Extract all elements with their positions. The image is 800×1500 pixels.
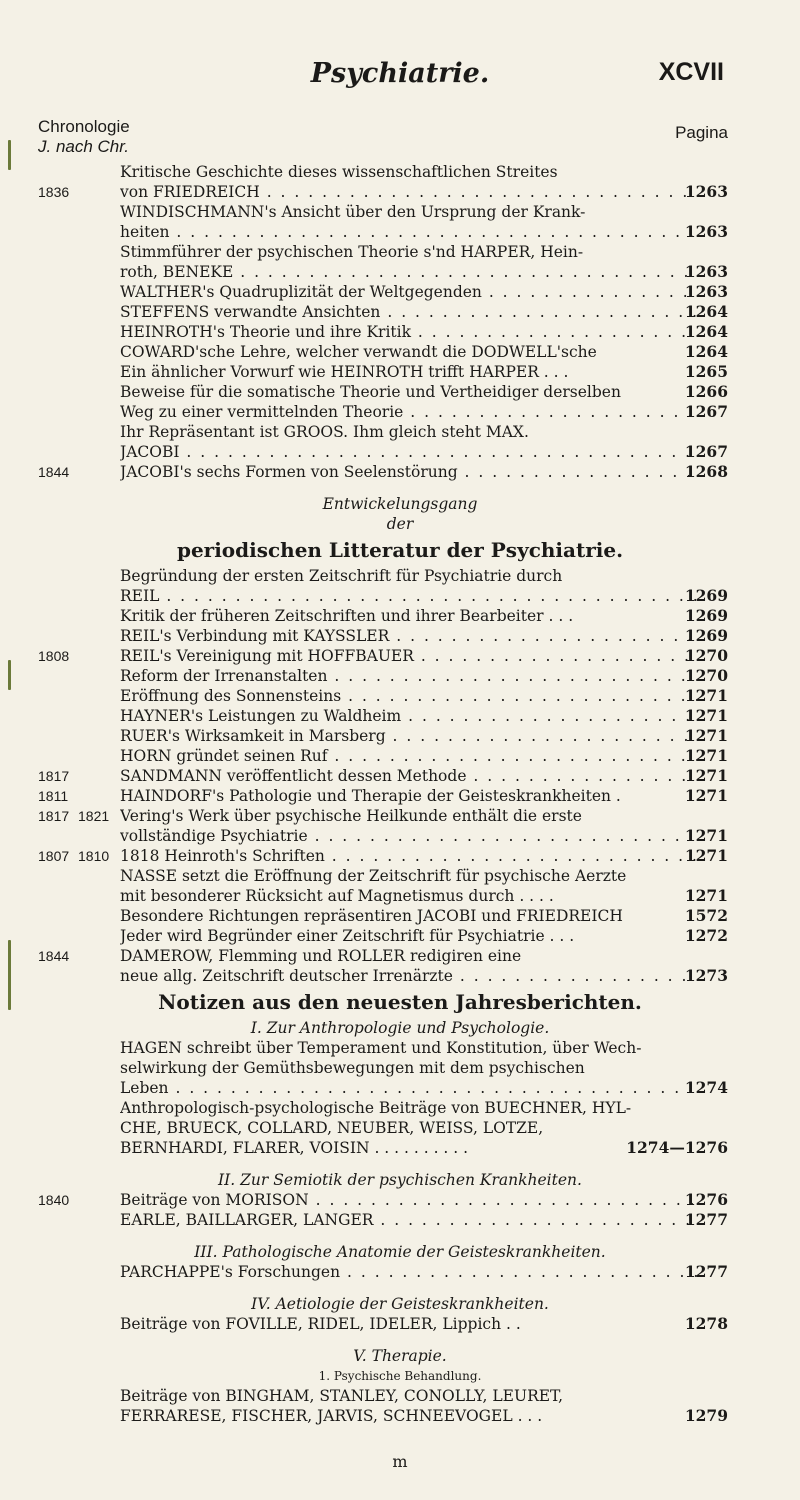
- page-ref: 1278: [684, 1314, 728, 1333]
- page-ref: 1270: [684, 666, 728, 685]
- subsection-heading-1-row: [0, 1018, 800, 1038]
- entry-text: Kritische Geschichte dieses wissenschaftlichen Streites: [120, 163, 558, 181]
- toc-row: [0, 282, 800, 302]
- entry-text: PARCHAPPE's Forschungen . . .: [120, 1262, 700, 1282]
- toc-row: [0, 182, 800, 202]
- year-1: 1808: [38, 648, 70, 664]
- spacer: [0, 482, 800, 494]
- entry-text: CHE, BRUECK, COLLARD, NEUBER, WEISS, LOTZE,: [120, 1119, 544, 1137]
- toc-row: [0, 1058, 800, 1078]
- entry-text: Anthropologisch-psychologische Beiträge von BUECHNER, HYL-: [120, 1099, 632, 1117]
- year-1: 1840: [38, 1192, 70, 1208]
- chronology-label: Chronologie: [38, 117, 130, 136]
- entry-text: REIL . . .: [120, 586, 700, 606]
- section-heading-title: periodischen Litteratur der Psychiatrie.: [176, 538, 624, 562]
- page-ref: 1274—1276: [626, 1138, 728, 1157]
- page-ref: 1279: [684, 1406, 728, 1425]
- section-heading-line1: Entwickelungsgang: [322, 495, 478, 513]
- page-ref: 1270: [684, 646, 728, 665]
- page-ref: 1277: [684, 1210, 728, 1229]
- page-number-roman: XCVII: [658, 58, 724, 86]
- entry-text: neue allg. Zeitschrift deutscher Irrenärzte . . .: [120, 966, 700, 986]
- toc-row: [0, 806, 800, 826]
- page-ref: 1274: [684, 1078, 728, 1097]
- page-ref: 1267: [684, 402, 728, 421]
- toc-row: [0, 1406, 800, 1426]
- toc-row: [0, 746, 800, 766]
- toc-row: [0, 886, 800, 906]
- toc-row: [0, 162, 800, 182]
- notes-heading-row: [0, 986, 800, 1018]
- toc-row: [0, 866, 800, 886]
- year-1: 1844: [38, 464, 70, 480]
- entry-text: Begründung der ersten Zeitschrift für Psychiatrie durch: [120, 567, 563, 585]
- entry-text: Jeder wird Begründer einer Zeitschrift für Psychiatrie . . .: [120, 927, 575, 945]
- page-ref: 1271: [684, 846, 728, 865]
- subsection-heading-4: IV. Aetiologie der Geisteskrankheiten.: [251, 1295, 549, 1313]
- page-ref: 1271: [684, 886, 728, 905]
- section-heading-line1-row: [0, 494, 800, 514]
- toc-row: [0, 906, 800, 926]
- toc-row: [0, 726, 800, 746]
- entry-text: Beiträge von FOVILLE, RIDEL, IDELER, Lippich . .: [120, 1315, 521, 1333]
- entry-text: Leben . . .: [120, 1078, 700, 1098]
- entry-text: Ein ähnlicher Vorwurf wie HEINROTH trifft HARPER . . .: [120, 363, 569, 381]
- page-ref: 1271: [684, 826, 728, 845]
- toc-row: [0, 202, 800, 222]
- toc-row: [0, 262, 800, 282]
- year-2: 1810: [78, 848, 110, 864]
- entry-text: WALTHER's Quadruplizität der Weltgegenden . . .: [120, 282, 700, 302]
- year-1: 1836: [38, 184, 70, 200]
- page-ref: 1263: [684, 222, 728, 241]
- entry-text: Kritik der früheren Zeitschriften und ihrer Bearbeiter . . .: [120, 607, 574, 625]
- toc-row: [0, 846, 800, 866]
- entry-text: JACOBI's sechs Formen von Seelenstörung . . .: [120, 462, 700, 482]
- toc-row: [0, 1190, 800, 1210]
- toc-row: [0, 462, 800, 482]
- toc-row: [0, 586, 800, 606]
- notes-heading: Notizen aus den neuesten Jahresberichten.: [158, 990, 642, 1014]
- toc-row: [0, 422, 800, 442]
- toc-row: [0, 786, 800, 806]
- page-ref: 1263: [684, 282, 728, 301]
- entry-text: Vering's Werk über psychische Heilkunde enthält die erste: [120, 807, 582, 825]
- toc-row: [0, 566, 800, 586]
- toc-row: [0, 1314, 800, 1334]
- year-2: 1821: [78, 808, 110, 824]
- toc-row: [0, 402, 800, 422]
- entry-text: HAINDORF's Pathologie und Therapie der Geisteskrankheiten .: [120, 787, 621, 805]
- year-1: 1844: [38, 948, 70, 964]
- chronology-sublabel: J. nach Chr.: [38, 137, 130, 156]
- entry-text: SANDMANN veröffentlicht dessen Methode . . .: [120, 766, 700, 786]
- toc-row: [0, 626, 800, 646]
- spacer: [0, 1282, 800, 1294]
- page-ref: 1572: [684, 906, 728, 925]
- entry-text: Eröffnung des Sonnensteins . . .: [120, 686, 700, 706]
- page-ref: 1269: [684, 606, 728, 625]
- entry-text: mit besonderer Rücksicht auf Magnetismus durch . . . .: [120, 887, 554, 905]
- pagina-header: Pagina: [675, 123, 728, 142]
- entry-text: HAGEN schreibt über Temperament und Konstitution, über Wech-: [120, 1039, 642, 1057]
- entry-text: 1818 Heinroth's Schriften . . .: [120, 846, 700, 866]
- toc-row: [0, 222, 800, 242]
- signature-mark: m: [392, 1452, 408, 1471]
- subsection-heading-4-row: [0, 1294, 800, 1314]
- page-title: Psychiatrie.: [310, 58, 490, 89]
- entry-text: WINDISCHMANN's Ansicht über den Ursprung der Krank-: [120, 203, 586, 221]
- entry-text: Stimmführer der psychischen Theorie s'nd HARPER, Hein-: [120, 243, 584, 261]
- page-ref: 1273: [684, 966, 728, 985]
- page-ref: 1271: [684, 726, 728, 745]
- toc-row: [0, 706, 800, 726]
- toc-row: [0, 926, 800, 946]
- page-ref: 1267: [684, 442, 728, 461]
- page-ref: 1272: [684, 926, 728, 945]
- entry-text: NASSE setzt die Eröffnung der Zeitschrift für psychische Aerzte: [120, 867, 627, 885]
- entry-text: JACOBI . . .: [120, 442, 700, 462]
- toc-row: [0, 666, 800, 686]
- toc-row: [0, 322, 800, 342]
- entry-text: heiten . . .: [120, 222, 700, 242]
- toc-row: [0, 342, 800, 362]
- entry-text: RUER's Wirksamkeit in Marsberg . . .: [120, 726, 700, 746]
- page-ref: 1271: [684, 686, 728, 705]
- entry-text: REIL's Vereinigung mit HOFFBAUER . . .: [120, 646, 700, 666]
- year-1: 1817: [38, 808, 70, 824]
- spacer: [0, 1334, 800, 1346]
- subsection-heading-3: III. Pathologische Anatomie der Geisteskrankheiten.: [194, 1243, 606, 1261]
- page-ref: 1264: [684, 322, 728, 341]
- entry-text: COWARD'sche Lehre, welcher verwandt die DODWELL'sche: [120, 343, 597, 361]
- page-ref: 1269: [684, 626, 728, 645]
- section-heading-line2: der: [386, 515, 414, 533]
- page-ref: 1264: [684, 302, 728, 321]
- subsection-heading-1: I. Zur Anthropologie und Psychologie.: [250, 1019, 550, 1037]
- entry-text: FERRARESE, FISCHER, JARVIS, SCHNEEVOGEL . . .: [120, 1407, 543, 1425]
- toc-row: [0, 766, 800, 786]
- section-heading-title-row: [0, 534, 800, 566]
- entry-text: Beiträge von BINGHAM, STANLEY, CONOLLY, LEURET,: [120, 1387, 564, 1405]
- toc-row: [0, 382, 800, 402]
- entry-text: vollständige Psychiatrie . . .: [120, 826, 700, 846]
- entry-text: HAYNER's Leistungen zu Waldheim . . .: [120, 706, 700, 726]
- toc-row: [0, 442, 800, 462]
- toc-row: [0, 1098, 800, 1118]
- subsection-heading-5a: 1. Psychische Behandlung.: [318, 1369, 482, 1383]
- toc-row: [0, 946, 800, 966]
- subsection-heading-5-row: [0, 1346, 800, 1366]
- entry-text: BERNHARDI, FLARER, VOISIN . . . . . . . . . .: [120, 1139, 469, 1157]
- toc-row: [0, 1118, 800, 1138]
- entry-text: Beiträge von MORISON . . .: [120, 1190, 700, 1210]
- toc-row: [0, 606, 800, 626]
- toc-row: [0, 1210, 800, 1230]
- entry-text: selwirkung der Gemüthsbewegungen mit dem psychischen: [120, 1059, 585, 1077]
- year-1: 1811: [38, 788, 69, 804]
- page-ref: 1271: [684, 786, 728, 805]
- chronology-header: [38, 117, 130, 157]
- toc-row: [0, 242, 800, 262]
- subsection-heading-3-row: [0, 1242, 800, 1262]
- page-ref: 1269: [684, 586, 728, 605]
- entry-text: von FRIEDREICH . . .: [120, 182, 700, 202]
- toc-row: [0, 686, 800, 706]
- toc-row: [0, 1078, 800, 1098]
- toc-row: [0, 1138, 800, 1158]
- spacer: [0, 1230, 800, 1242]
- page-ref: 1266: [684, 382, 728, 401]
- entry-text: DAMEROW, Flemming und ROLLER redigiren eine: [120, 947, 522, 965]
- toc-row: [0, 1386, 800, 1406]
- year-1: 1807: [38, 848, 70, 864]
- entry-text: HEINROTH's Theorie und ihre Kritik . . .: [120, 322, 700, 342]
- entry-text: roth, BENEKE . . .: [120, 262, 700, 282]
- entry-text: Besondere Richtungen repräsentiren JACOBI und FRIEDREICH: [120, 907, 623, 925]
- page-ref: 1268: [684, 462, 728, 481]
- page-ref: 1271: [684, 706, 728, 725]
- page-ref: 1264: [684, 342, 728, 361]
- page-ref: 1265: [684, 362, 728, 381]
- page-ref: 1271: [684, 746, 728, 765]
- entry-text: Ihr Repräsentant ist GROOS. Ihm gleich steht MAX.: [120, 423, 529, 441]
- year-1: 1817: [38, 768, 70, 784]
- subsection-heading-2: II. Zur Semiotik der psychischen Krankheiten.: [218, 1171, 582, 1189]
- toc-row: [0, 1038, 800, 1058]
- entry-text: HORN gründet seinen Ruf . . .: [120, 746, 700, 766]
- page-ref: 1271: [684, 766, 728, 785]
- toc-row: [0, 966, 800, 986]
- toc-row: [0, 362, 800, 382]
- toc-row: [0, 646, 800, 666]
- entry-text: EARLE, BAILLARGER, LANGER . . .: [120, 1210, 700, 1230]
- page-ref: 1263: [684, 182, 728, 201]
- section-heading-line2-row: [0, 514, 800, 534]
- page-ref: 1277: [684, 1262, 728, 1281]
- page-ref: 1276: [684, 1190, 728, 1209]
- entry-text: REIL's Verbindung mit KAYSSLER . . .: [120, 626, 700, 646]
- subsection-heading-2-row: [0, 1170, 800, 1190]
- subsection-heading-5: V. Therapie.: [353, 1347, 447, 1365]
- contents-list: [0, 162, 800, 1426]
- toc-row: [0, 302, 800, 322]
- entry-text: Beweise für die somatische Theorie und Vertheidiger derselben: [120, 383, 621, 401]
- entry-text: Weg zu einer vermittelnden Theorie . . .: [120, 402, 700, 422]
- entry-text: Reform der Irrenanstalten . . .: [120, 666, 700, 686]
- subsection-heading-5a-row: [0, 1366, 800, 1386]
- entry-text: STEFFENS verwandte Ansichten . . .: [120, 302, 700, 322]
- toc-row: [0, 826, 800, 846]
- page-ref: 1263: [684, 262, 728, 281]
- toc-row: [0, 1262, 800, 1282]
- spacer: [0, 1158, 800, 1170]
